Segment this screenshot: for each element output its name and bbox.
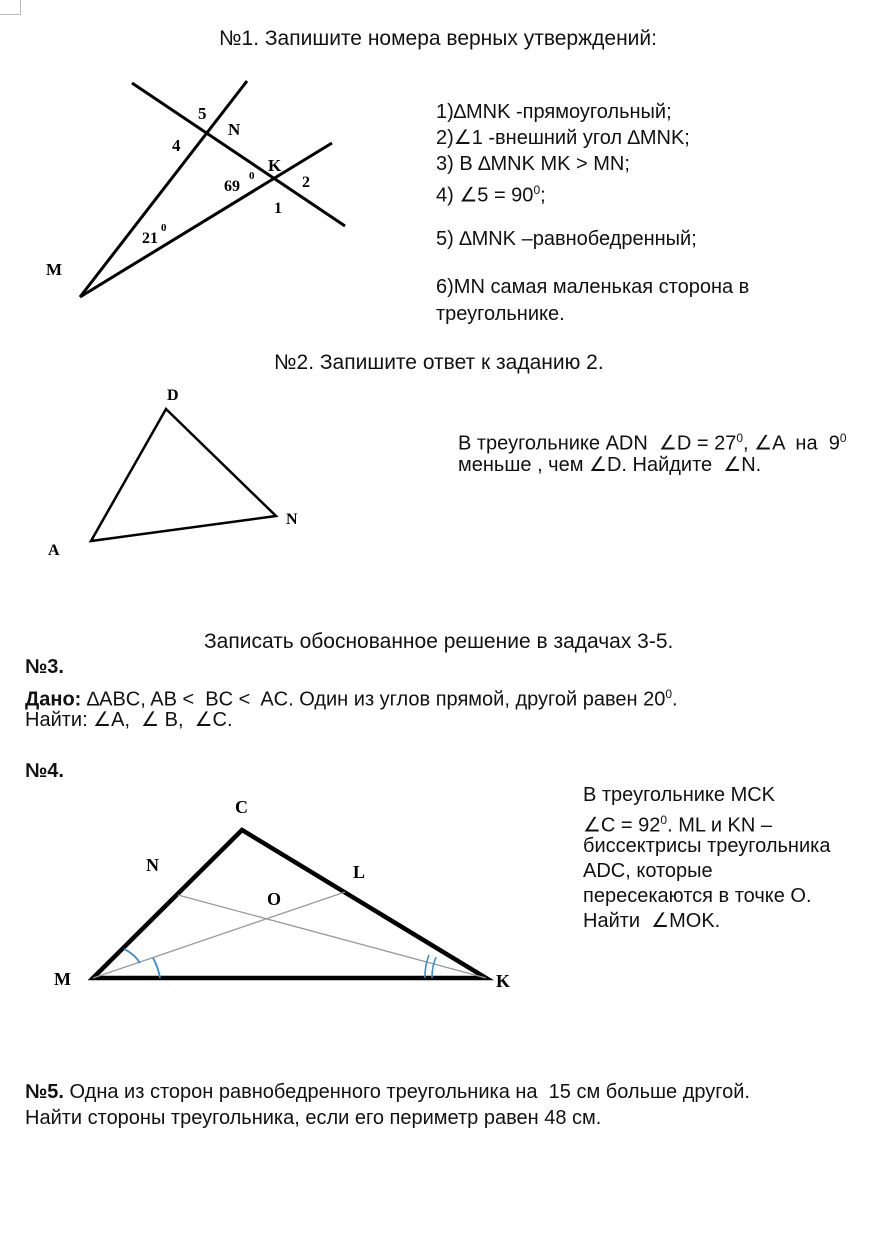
angle-label-69: 69 <box>224 178 240 195</box>
angle-label-21: 21 <box>142 230 158 247</box>
line-mk <box>80 143 332 297</box>
angle-21-degree: 0 <box>161 222 167 234</box>
label-m: M <box>46 260 63 279</box>
task4-figure <box>40 785 520 1000</box>
label-n: N <box>228 120 241 139</box>
task3-find: Найти: ∠A, ∠ B, ∠C. <box>25 709 233 731</box>
angle-69-degree: 0 <box>249 170 255 182</box>
label-k4: K <box>496 971 511 991</box>
task2-figure <box>40 380 330 570</box>
task1-title: №1. Запишите номера верных утверждений: <box>219 27 657 50</box>
label-n4: N <box>146 855 159 875</box>
label-n2: N <box>286 511 298 528</box>
task1-statement-4: 4) ∠5 = $90^0$; <box>436 183 546 207</box>
task1-statement-5: 5) ∆MNK –равнобедренный; <box>436 228 697 250</box>
task4-text-line5: пересекаются в точке O. <box>583 885 812 907</box>
task5-line1: №5. Одна из сторон равнобедренного треугольника на 15 см больше другой. <box>25 1081 750 1103</box>
task4-text-line3: биссектрисы треугольника <box>583 835 831 857</box>
section-title: Записать обоснованное решение в задачах 3-5. <box>204 630 674 653</box>
angle-label-1: 1 <box>274 200 282 217</box>
angle-label-2: 2 <box>302 174 310 191</box>
line-mn <box>80 81 247 297</box>
task1-statement-2: 2)∠1 -внешний угол ∆MNK; <box>436 127 690 149</box>
angle-arc-m-1 <box>124 949 140 963</box>
task3-number: №3. <box>25 656 64 678</box>
label-k: K <box>268 156 282 175</box>
label-a: A <box>48 542 60 559</box>
task1-statement-6-cont: треугольнике. <box>436 303 565 325</box>
task3-given: Дано: ∆ABC, AB < BC < AC. Один из углов прямой, другой равен $20^0$. <box>25 687 678 711</box>
label-m4: M <box>54 969 71 989</box>
label-l: L <box>353 862 366 882</box>
task1-statement-1: 1)∆MNK -прямоугольный; <box>436 101 672 123</box>
task4-text-line4: ADC, которые <box>583 860 713 882</box>
task2-title: №2. Запишите ответ к заданию 2. <box>274 351 604 374</box>
angle-label-4: 4 <box>172 136 181 155</box>
task1-statement-3: 3) В ∆MNK MK > MN; <box>436 153 630 175</box>
task4-text-line2: ∠C = $92^0$. ML и KN – <box>583 813 773 837</box>
task1-statement-6: 6)MN самая маленькая сторона в <box>436 276 750 298</box>
task5-line2: Найти стороны треугольника, если его периметр равен 48 см. <box>25 1107 602 1129</box>
angle-arc-m-2 <box>153 958 160 978</box>
angle-arc-k-2 <box>432 957 436 978</box>
label-d: D <box>167 387 179 404</box>
task2-text-line2: меньше , чем ∠D. Найдите ∠N. <box>458 454 762 476</box>
label-c: C <box>235 797 248 817</box>
task4-text-line1: В треугольнике MCK <box>583 784 776 806</box>
angle-label-5: 5 <box>198 104 207 123</box>
triangle-adn <box>91 409 276 541</box>
task1-figure <box>40 75 370 315</box>
page-corner-mark <box>0 0 21 15</box>
bisector-kn <box>178 895 486 978</box>
task4-number: №4. <box>25 760 64 782</box>
bisector-ml <box>93 892 345 978</box>
triangle-mck <box>93 830 486 978</box>
task2-text-line1: В треугольнике ADN ∠D = $27^0$, ∠A на $9^0$ <box>458 431 847 455</box>
angle-arc-k-1 <box>425 955 429 978</box>
task4-text-line6: Найти ∠MOK. <box>583 910 721 932</box>
label-o: O <box>267 889 282 909</box>
